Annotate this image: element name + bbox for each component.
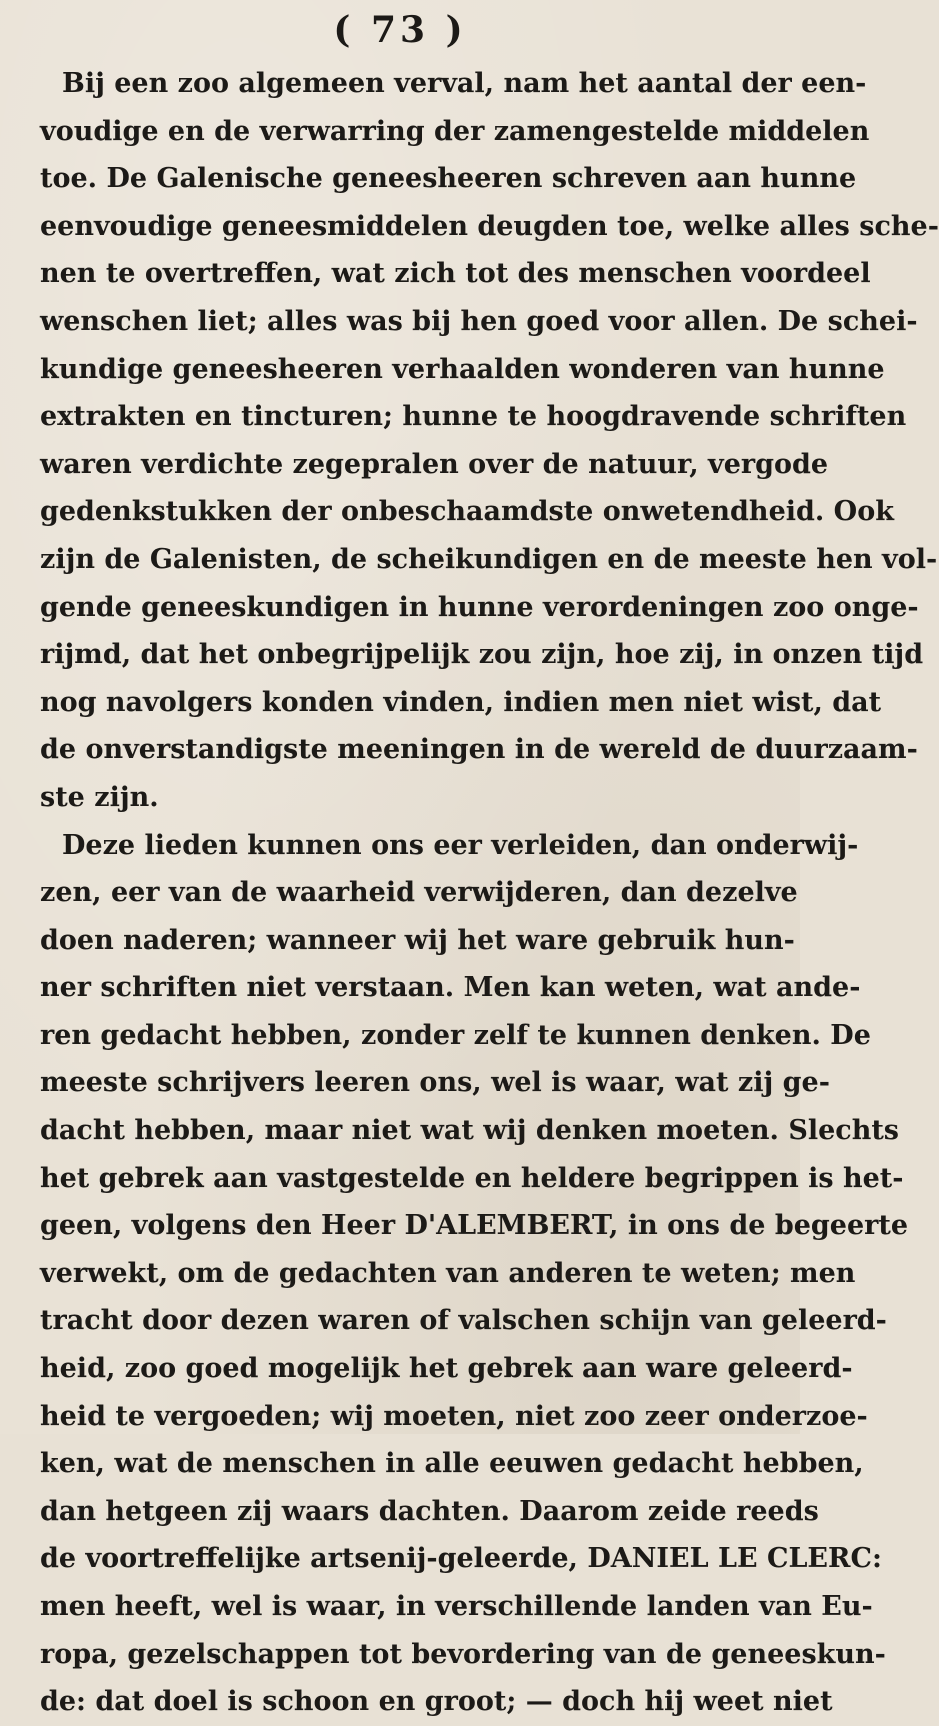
text-line: geen, volgens den Heer D'ALEMBERT, in ons de begeerte [40,1210,909,1242]
text-line: kundige geneesheeren verhaalden wonderen van hunne [40,353,885,385]
text-line: rijmd, dat het onbegrijpelijk zou zijn, hoe zij, in onzen tijd [40,639,924,671]
text-line: ren gedacht hebben, zonder zelf te kunnen denken. De [40,1019,871,1051]
text-line: de onverstandigste meeningen in de wereld de duurzaam- [40,734,918,766]
text-line: waren verdichte zegepralen over de natuur, vergode [40,448,829,480]
text-line: dacht hebben, maar niet wat wij denken moeten. Slechts [40,1115,900,1147]
text-line: dan hetgeen zij waars dachten. Daarom zeide reeds [40,1495,819,1527]
text-line: tracht door dezen waren of valschen schijn van geleerd- [40,1305,887,1337]
text-line: Bij een zoo algemeen verval, nam het aantal der een- [62,68,867,99]
text-line: gende geneeskundigen in hunne verordeningen zoo onge- [40,591,919,623]
text-line: eenvoudige geneesmiddelen deugden toe, welke alles sche- [40,210,939,242]
text-line: voudige en de verwarring der zamengestelde middelen [40,115,870,147]
text-line: men heeft, wel is waar, in verschillende landen van Eu- [40,1591,873,1622]
body-text [40,60,939,1726]
text-line: ken, wat de menschen in alle eeuwen gedacht hebben, [40,1448,864,1480]
page-number: ( 73 ) [333,9,467,51]
text-line: ner schriften niet verstaan. Men kan weten, wat ande- [40,972,861,1004]
text-line: doen naderen; wanneer wij het ware gebruik hun- [40,924,795,956]
text-line: de voortreffelijke artsenij-geleerde, DANIEL LE CLERC: [40,1543,882,1575]
text-line: ste zijn. [40,781,159,813]
text-line: de: dat doel is schoon en groot; — doch hij weet niet [40,1686,833,1718]
text-line: zen, eer van de waarheid verwijderen, dan dezelve [40,877,798,909]
text-line: het gebrek aan vastgestelde en heldere begrippen is het- [40,1162,904,1194]
text-line: nen te overtreffen, wat zich tot des menschen voordeel [40,258,871,290]
text-line: ropa, gezelschappen tot bevordering van de geneeskun- [40,1638,886,1670]
text-line: toe. De Galenische geneesheeren schreven aan hunne [40,163,857,195]
text-line: gedenkstukken der onbeschaamdste onwetendheid. Ook [40,496,894,528]
text-line: zijn de Galenisten, de scheikundigen en de meeste hen vol- [40,543,938,575]
text-line: extrakten en tincturen; hunne te hoogdravende schriften [40,401,907,433]
text-line: heid, zoo goed mogelijk het gebrek aan ware geleerd- [40,1353,853,1385]
text-line: heid te vergoeden; wij moeten, niet zoo zeer onderzoe- [40,1400,868,1432]
text-line: Deze lieden kunnen ons eer verleiden, dan onderwij- [62,829,859,861]
text-line: wenschen liet; alles was bij hen goed voor allen. De schei- [40,305,918,337]
text-line: verwekt, om de gedachten van anderen te weten; men [40,1257,856,1289]
text-line: nog navolgers konden vinden, indien men niet wist, dat [40,686,882,718]
text-line: meeste schrijvers leeren ons, wel is waar, wat zij ge- [40,1067,830,1099]
